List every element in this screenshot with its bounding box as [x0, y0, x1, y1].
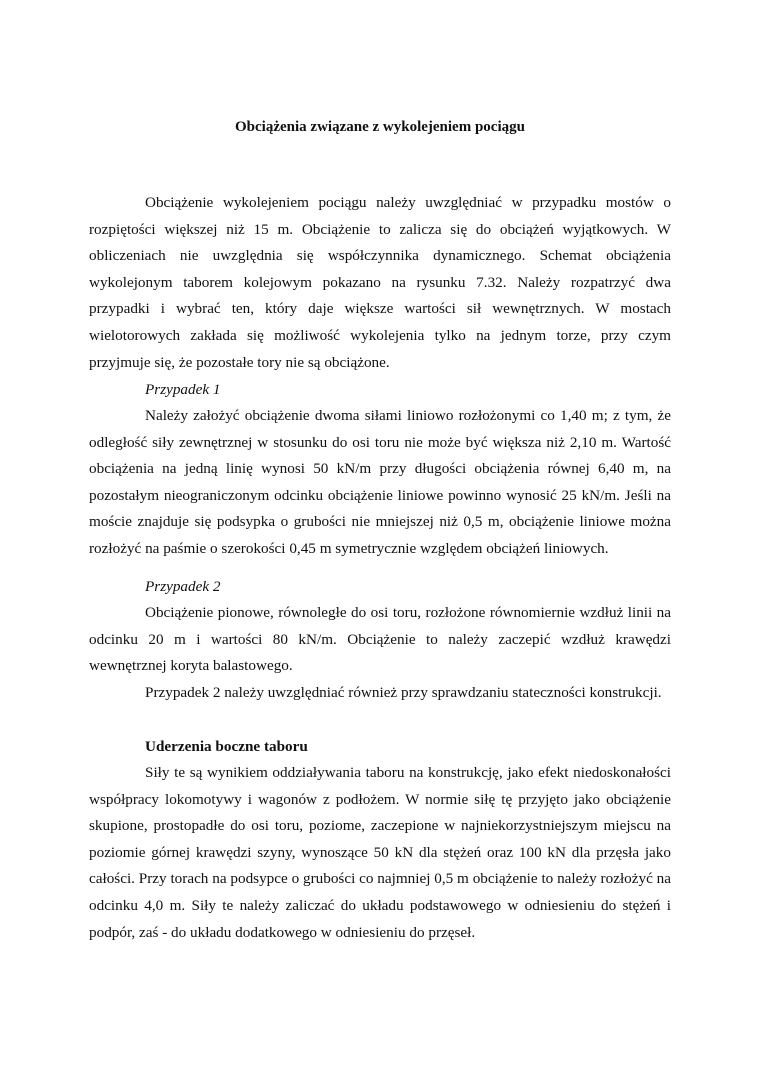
- document-title: Obciążenia związane z wykolejeniem pociągu: [235, 119, 525, 135]
- case1-heading: Przypadek 1: [145, 381, 221, 398]
- case2-paragraph: Obciążenie pionowe, równoległe do osi toru, rozłożone równomiernie wzdłuż linii na odcinku 20 m i wartości 80 kN/m. Obciążenie to należy zaczepić wzdłuż krawędzi wewnętrznej koryta balastowego.: [89, 604, 671, 675]
- case2-heading: Przypadek 2: [145, 578, 221, 595]
- section2-paragraph: Siły te są wynikiem oddziaływania taboru na konstrukcję, jako efekt niedoskonałości współpracy lokomotywy i wagonów z podłożem. W normie siłę tę przyjęto jako obciążenie skupione, prostopadłe do osi toru, poziome, zaczepione w najniekorzystniejszym miejscu na poziomie górnej krawędzi szyny, wynoszące 50 kN dla stężeń oraz 100 kN dla przęsła jako całości. Przy torach na podsypce o grubości co najmniej 0,5 m obciążenie to należy rozłożyć na odcinku 4,0 m. Siły te należy zaliczać do układu podstawowego w odniesieniu do stężeń i podpór, zaś - do układu dodatkowego w odniesieniu do przęseł.: [89, 764, 671, 941]
- intro-paragraph: Obciążenie wykolejeniem pociągu należy uwzględniać w przypadku mostów o rozpiętości większej niż 15 m. Obciążenie to zalicza się do obciążeń wyjątkowych. W obliczeniach nie uwzględnia się współczynnika dynamicznego. Schemat obciążenia wykolejonym taborem kolejowym pokazano na rysunku 7.32. Należy rozpatrzyć dwa przypadki i wybrać ten, który daje większe wartości sił wewnętrznych. W mostach wielotorowych zakłada się możliwość wykolejenia tylko na jednym torze, przy czym przyjmuje się, że pozostałe tory nie są obciążone.: [89, 194, 671, 371]
- case1-paragraph: Należy założyć obciążenie dwoma siłami liniowo rozłożonymi co 1,40 m; z tym, że odległość siły zewnętrznej w stosunku do osi toru nie może być większa niż 2,10 m. Wartość obciążenia na jedną linię wynosi 50 kN/m przy długości obciążenia równej 6,40 m, na pozostałym nieograniczonym odcinku obciążenie liniowe powinno wynosić 25 kN/m. Jeśli na moście znajduje się podsypka o grubości nie mniejszej niż 0,5 m, obciążenie liniowe można rozłożyć na paśmie o szerokości 0,45 m symetrycznie względem obciążeń liniowych.: [89, 407, 671, 557]
- case2-note: Przypadek 2 należy uwzględniać również przy sprawdzaniu stateczności konstrukcji.: [145, 684, 662, 701]
- section2-heading: Uderzenia boczne taboru: [145, 738, 308, 755]
